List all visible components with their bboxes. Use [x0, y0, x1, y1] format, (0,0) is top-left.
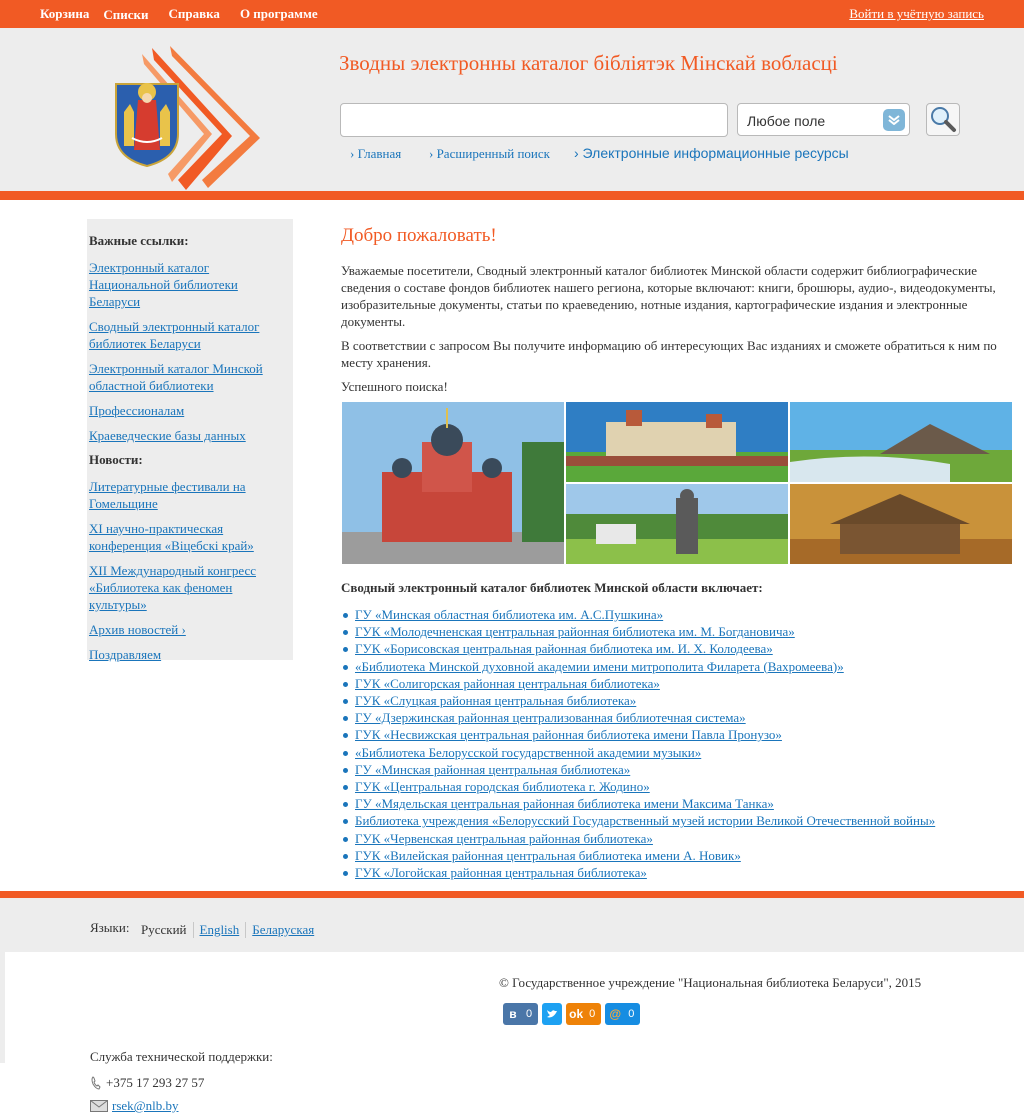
share-count: 0 [526, 1008, 533, 1020]
share-mailru-button[interactable] [605, 1003, 640, 1025]
news-heading: Новости: [89, 452, 143, 467]
library-link[interactable]: ГУК «Слуцкая районная центральная библиотека» [355, 692, 935, 709]
header [0, 28, 1024, 191]
sidebar-link-local-history[interactable]: Краеведческие базы данных [89, 428, 246, 443]
search-button[interactable] [926, 103, 960, 136]
vk-icon: в [509, 1007, 517, 1021]
menu-about[interactable]: О программе [239, 6, 318, 21]
news-link-festivals[interactable]: Литературные фестивали на Гомельщине [89, 479, 246, 511]
info-paragraph: В соответствии с запросом Вы получите информацию об интересующих Вас изданиях и сможете обратиться к ним по месту хранения. [341, 338, 997, 370]
sidebar-link-professionals[interactable]: Профессионалам [89, 403, 185, 418]
share-twitter-button[interactable] [542, 1003, 562, 1025]
library-link[interactable]: ГУК «Молодечненская центральная районная библиотека им. М. Богдановича» [355, 623, 935, 640]
nav-advanced-search[interactable]: › Расширенный поиск [429, 146, 550, 161]
photo-wooden-house [790, 484, 1012, 564]
top-menu [40, 6, 318, 23]
support-phone [90, 1075, 204, 1091]
magnifier-icon [927, 104, 959, 135]
main-content [341, 225, 1011, 402]
lang-russian: Русский [141, 922, 187, 937]
library-link[interactable]: Библиотека учреждения «Белорусский Государственный музей истории Великой Отечественной войны» [355, 813, 936, 829]
odnoklassniki-icon: ok [569, 1007, 584, 1021]
news-link-congratulations[interactable]: Поздравляем [89, 647, 162, 662]
library-list [355, 606, 935, 881]
library-link[interactable]: ГУ «Дзержинская районная централизованная библиотечная система» [355, 709, 935, 726]
share-ok-button[interactable] [566, 1003, 601, 1025]
top-bar [0, 0, 1024, 28]
library-link[interactable]: ГУК «Несвижская центральная районная библиотека имени Павла Пронузо» [355, 726, 935, 743]
photo-salt-hills [790, 402, 1012, 482]
share-vk-button[interactable] [503, 1003, 538, 1025]
photo-monument [566, 484, 788, 564]
menu-help[interactable]: Справка [168, 6, 220, 21]
library-link[interactable]: ГУК «Борисовская центральная районная библиотека им. И. Х. Колодеева» [355, 640, 935, 657]
share-count: 0 [628, 1008, 635, 1020]
languages-label: Языки: [90, 920, 130, 935]
includes-title: Сводный электронный каталог библиотек Минской области включает: [341, 580, 763, 595]
twitter-icon [542, 1003, 562, 1025]
lang-english[interactable]: English [193, 922, 246, 938]
news-link-conference[interactable]: XI научно-практическая конференция «Віцебскі край» [89, 521, 254, 553]
library-link[interactable]: ГУК «Логойская районная центральная библиотека» [355, 864, 935, 881]
sidebar [87, 219, 293, 660]
menu-lists[interactable]: Списки [103, 7, 149, 22]
library-link[interactable]: ГУК «Солигорская районная центральная библиотека» [355, 675, 935, 692]
library-link[interactable]: «Библиотека Белорусской государственной академии музыки» [355, 744, 935, 761]
library-link[interactable]: «Библиотека Минской духовной академии имени митрополита Филарета (Вахромеева)» [355, 658, 935, 675]
footer-divider [0, 891, 1024, 898]
search-field-select[interactable] [737, 103, 910, 136]
mailru-icon: @ [609, 1007, 622, 1021]
library-link[interactable]: ГУ «Минская районная центральная библиотека» [355, 761, 935, 778]
login-link[interactable]: Войти в учётную запись [849, 6, 984, 21]
menu-cart[interactable]: Корзина [40, 6, 90, 21]
good-luck-text: Успешного поиска! [341, 379, 448, 394]
library-link[interactable]: ГУК «Вилейская районная центральная библиотека имени А. Новик» [355, 847, 935, 864]
photo-church [342, 402, 564, 564]
important-links-heading: Важные ссылки: [89, 233, 189, 248]
footer [0, 898, 1024, 1116]
phone-number: +375 17 293 27 57 [106, 1075, 205, 1090]
header-divider [0, 191, 1024, 200]
lang-belarusian[interactable]: Беларуская [245, 922, 320, 938]
phone-icon [90, 1076, 102, 1090]
sidebar-link-union-catalog[interactable]: Сводный электронный каталог библиотек Беларуси [89, 319, 260, 351]
intro-paragraph: Уважаемые посетители, Сводный электронный каталог библиотек Минской области содержит библиографические сведения о составе фондов библиотек нашего региона, которые включают: книги, брошюры, аудио-, видеодокументы, изобразительные документы, статьи по краеведению, нотные издания, картографические издания и электронные документы. [341, 263, 996, 329]
support-label: Служба технической поддержки: [90, 1049, 273, 1064]
photo-gallery [342, 402, 1012, 564]
sidebar-link-minsk-regional-catalog[interactable]: Электронный каталог Минской областной библиотеки [89, 361, 263, 393]
language-switcher [141, 922, 320, 938]
news-link-congress[interactable]: XII Международный конгресс «Библиотека как феномен культуры» [89, 563, 256, 612]
library-link[interactable]: ГУК «Центральная городская библиотека г. Жодино» [355, 778, 935, 795]
share-buttons [503, 1003, 644, 1025]
envelope-icon [90, 1100, 108, 1112]
welcome-heading: Добро пожаловать! [341, 225, 497, 246]
nav-electronic-resources[interactable]: › Электронные информационные ресурсы [574, 145, 849, 161]
site-title: Зводны электронны каталог бібліятэк Мінскай вобласці [339, 51, 838, 75]
support-email [90, 1098, 179, 1114]
photo-castle [566, 402, 788, 482]
chevron-down-icon[interactable] [883, 109, 905, 131]
email-link[interactable]: rsek@nlb.by [112, 1098, 179, 1113]
sidebar-link-nlb-catalog[interactable]: Электронный каталог Национальной библиотеки Беларуси [89, 260, 238, 309]
library-link[interactable]: ГУ «Мядельская центральная районная библиотека имени Максима Танка» [355, 795, 935, 812]
share-count: 0 [589, 1008, 596, 1020]
library-link[interactable]: ГУК «Червенская центральная районная библиотека» [355, 830, 935, 847]
search-field-value: Любое поле [747, 113, 826, 129]
news-archive-link[interactable]: Архив новостей › [89, 622, 186, 637]
copyright: © Государственное учреждение "Национальная библиотека Беларуси", 2015 [499, 975, 922, 990]
site-logo[interactable] [112, 42, 264, 192]
library-link[interactable]: ГУ «Минская областная библиотека им. А.С.Пушкина» [355, 606, 935, 623]
search-input[interactable] [340, 103, 728, 137]
nav-home[interactable]: › Главная [350, 146, 402, 161]
